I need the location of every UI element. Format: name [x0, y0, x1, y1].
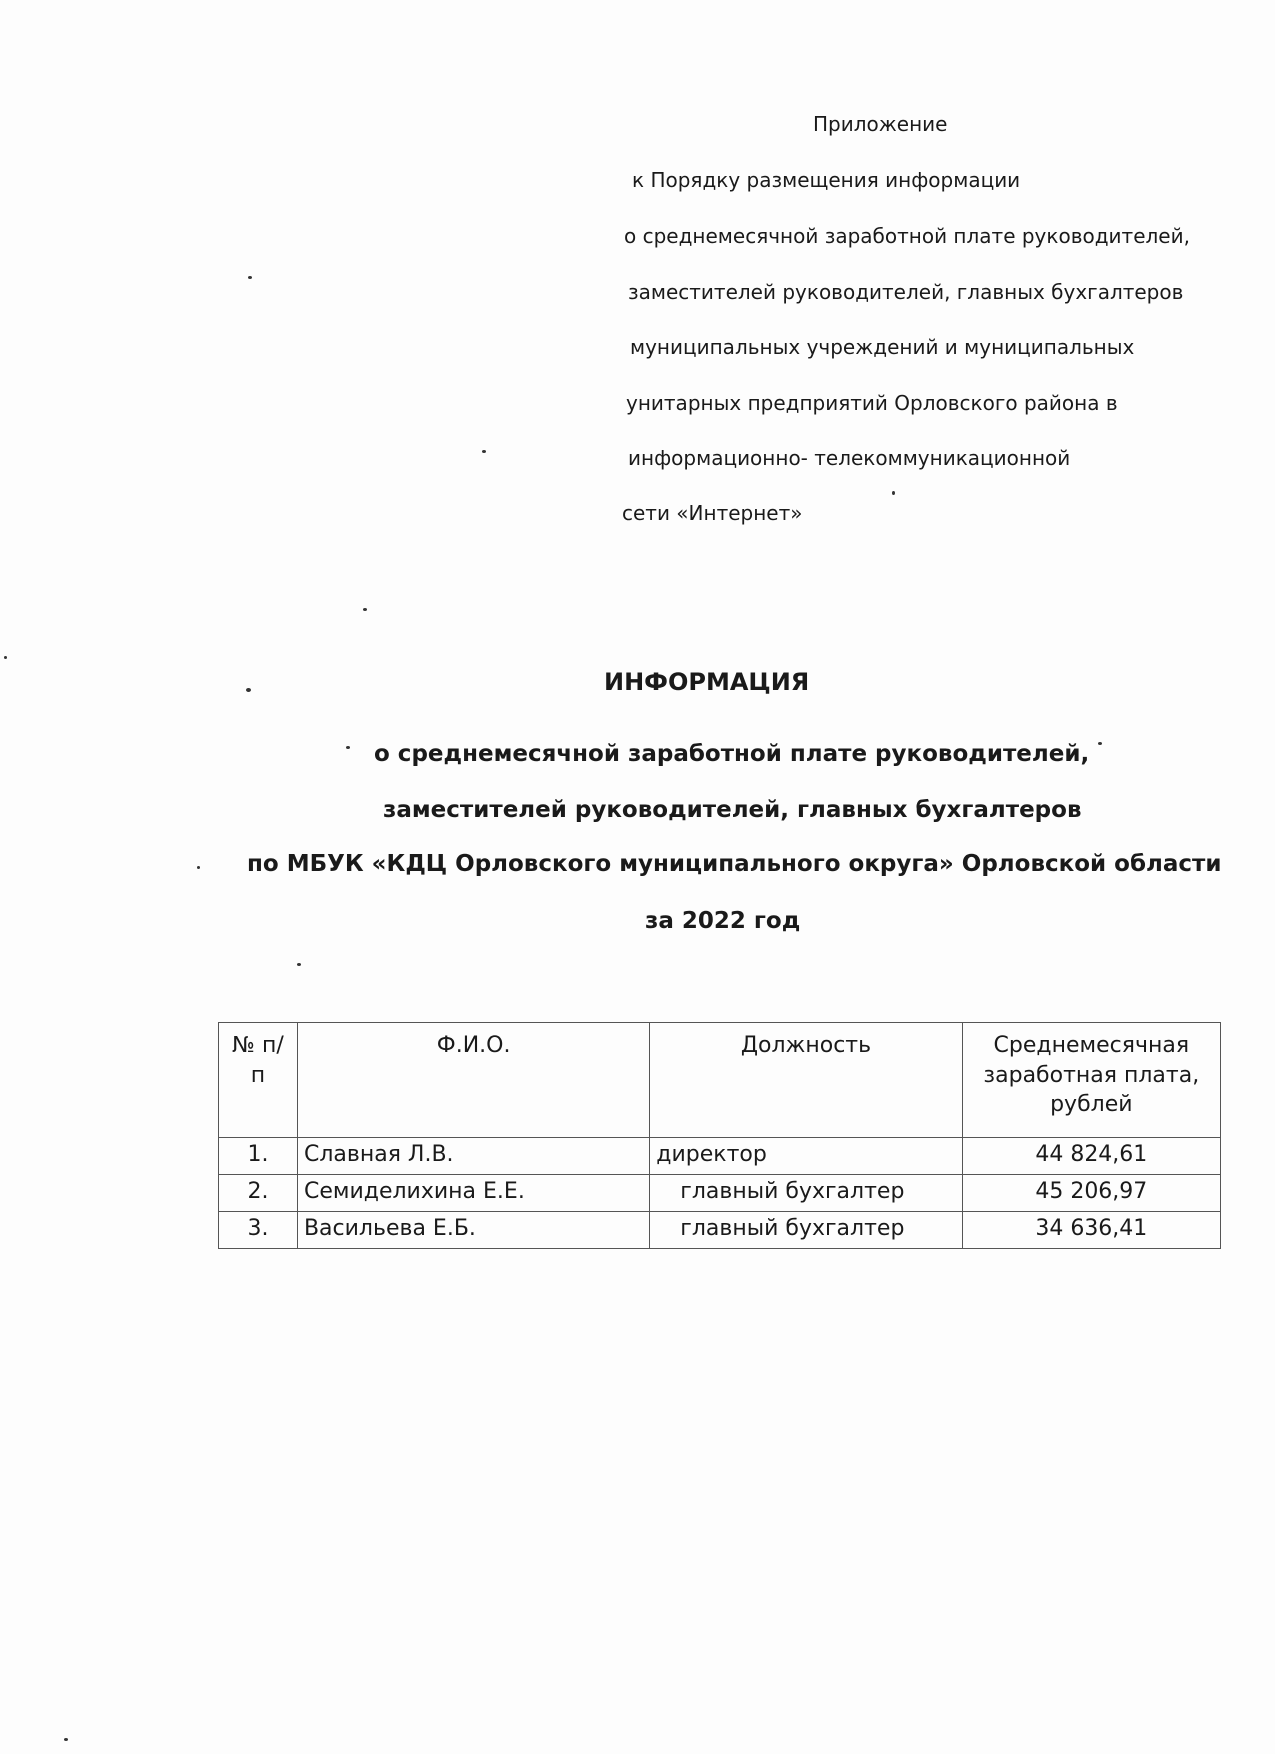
scan-speck — [1098, 742, 1102, 745]
appendix-line: о среднемесячной заработной плате руководителей, — [624, 224, 1190, 248]
row-name: Славная Л.В. — [297, 1138, 649, 1175]
appendix-line: муниципальных учреждений и муниципальных — [630, 335, 1135, 359]
row-salary: 34 636,41 — [962, 1212, 1220, 1249]
header-name: Ф.И.О. — [297, 1023, 649, 1138]
appendix-line: информационно- телекоммуникационной — [628, 446, 1071, 470]
heading-line: заместителей руководителей, главных бухгалтеров — [383, 797, 1082, 823]
row-position: главный бухгалтер — [650, 1175, 962, 1212]
table-row — [219, 1138, 1221, 1175]
appendix-line: Приложение — [813, 112, 948, 136]
document-title: ИНФОРМАЦИЯ — [604, 668, 810, 696]
row-num: 1. — [219, 1138, 298, 1175]
table-row — [219, 1175, 1221, 1212]
appendix-line: сети «Интернет» — [622, 501, 803, 525]
header-position: Должность — [650, 1023, 962, 1138]
appendix-line: унитарных предприятий Орловского района в — [626, 391, 1118, 415]
appendix-line: заместителей руководителей, главных бухгалтеров — [628, 280, 1184, 304]
table-row — [219, 1212, 1221, 1249]
appendix-line: к Порядку размещения информации — [632, 168, 1021, 192]
scan-speck — [248, 276, 252, 279]
row-position: главный бухгалтер — [650, 1212, 962, 1249]
scan-speck — [197, 866, 200, 869]
row-position: директор — [650, 1138, 962, 1175]
table-header-row — [219, 1023, 1221, 1138]
row-salary: 44 824,61 — [962, 1138, 1220, 1175]
header-num: № п/п — [219, 1023, 298, 1138]
heading-line: о среднемесячной заработной плате руководителей, — [374, 741, 1090, 767]
scan-speck — [64, 1738, 68, 1741]
scan-speck — [297, 963, 301, 966]
heading-line: по МБУК «КДЦ Орловского муниципального округа» Орловской области — [247, 851, 1222, 877]
scan-speck — [246, 688, 251, 692]
scan-speck — [363, 608, 367, 611]
salary-table — [218, 1022, 1221, 1249]
scan-speck — [892, 491, 895, 495]
scan-speck — [482, 450, 486, 453]
scan-speck — [4, 656, 7, 659]
row-num: 3. — [219, 1212, 298, 1249]
row-name: Семиделихина Е.Е. — [297, 1175, 649, 1212]
header-salary: Среднемесячная заработная плата, рублей — [962, 1023, 1220, 1138]
scan-speck — [346, 746, 350, 749]
row-salary: 45 206,97 — [962, 1175, 1220, 1212]
row-name: Васильева Е.Б. — [297, 1212, 649, 1249]
row-num: 2. — [219, 1175, 298, 1212]
heading-line: за 2022 год — [645, 908, 801, 934]
